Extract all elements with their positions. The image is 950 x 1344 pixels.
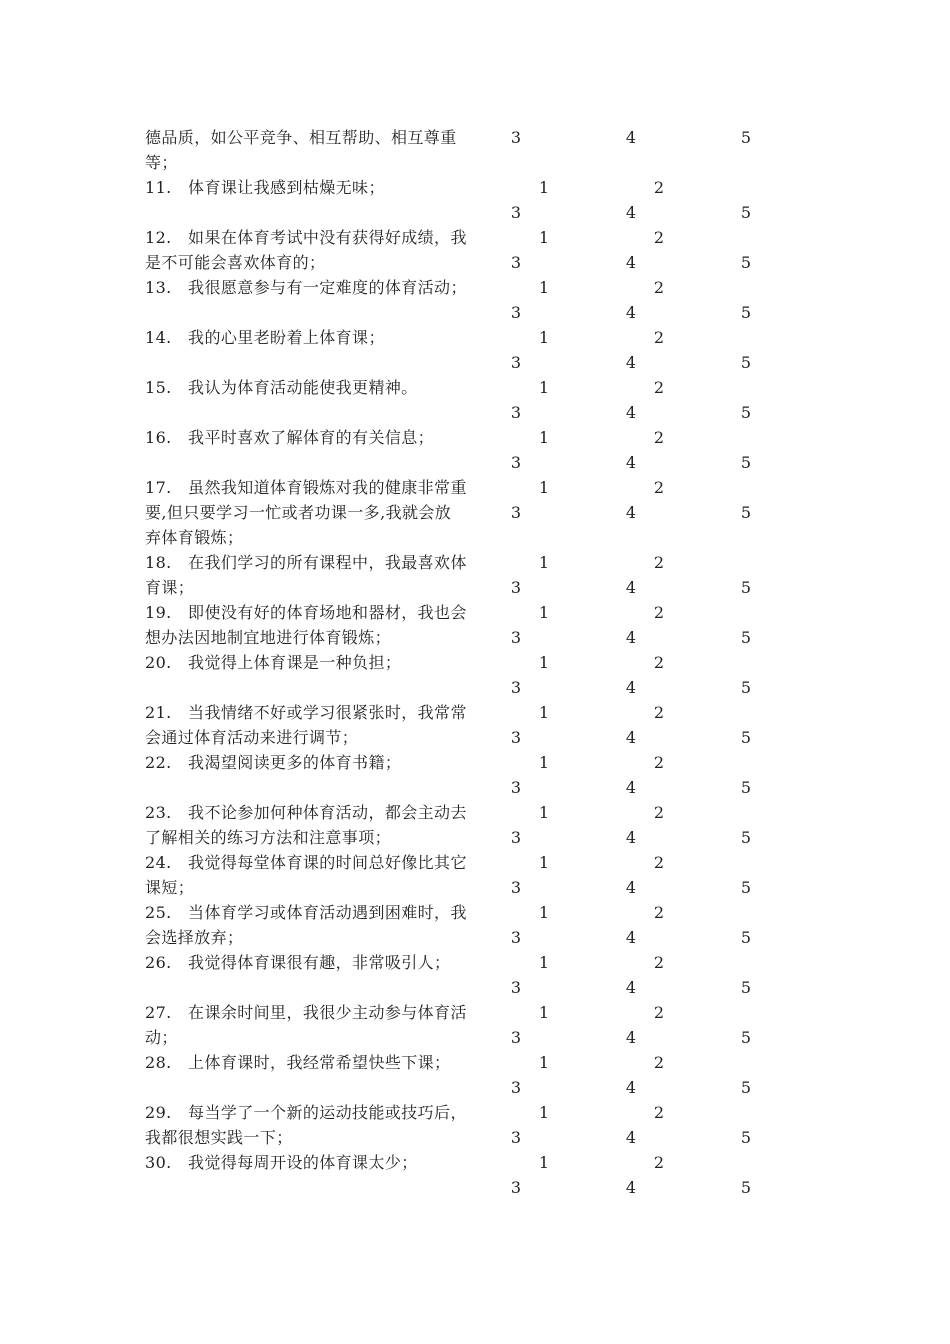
scale-option: 5 [740,503,752,522]
question-text-cont: 弃体育锻炼； [145,528,244,547]
scale-option: 4 [625,203,637,222]
scale-option: 4 [625,628,637,647]
question-text: 22. 我渴望阅读更多的体育书籍； [145,753,402,772]
scale-option: 4 [625,253,637,272]
question-text: 德品质，如公平竞争、相互帮助、相互尊重 [145,128,457,147]
scale-option: 2 [653,753,665,772]
scale-option: 1 [538,478,550,497]
scale-option: 4 [625,578,637,597]
scale-option: 3 [510,503,522,522]
scale-option: 5 [740,128,752,147]
scale-option: 4 [625,1178,637,1197]
question-text-cont: 想办法因地制宜地进行体育锻炼； [145,628,392,647]
scale-option: 5 [740,928,752,947]
question-text: 12. 如果在体育考试中没有获得好成绩，我 [145,228,467,247]
scale-option: 5 [740,828,752,847]
scale-option: 2 [653,803,665,822]
scale-option: 5 [740,303,752,322]
scale-option: 2 [653,903,665,922]
scale-option: 1 [538,1103,550,1122]
scale-option: 2 [653,178,665,197]
scale-option: 2 [653,603,665,622]
scale-option: 3 [510,878,522,897]
scale-option: 5 [740,203,752,222]
question-text: 14. 我的心里老盼着上体育课； [145,328,385,347]
scale-option: 5 [740,353,752,372]
question-text: 29. 每当学了一个新的运动技能或技巧后， [145,1103,467,1122]
question-text: 28. 上体育课时，我经常希望快些下课； [145,1053,451,1072]
scale-option: 3 [510,578,522,597]
scale-option: 1 [538,603,550,622]
scale-option: 2 [653,553,665,572]
question-text-cont: 要,但只要学习一忙或者功课一多,我就会放 [145,503,452,522]
scale-option: 4 [625,928,637,947]
question-text-cont: 动； [145,1028,178,1047]
question-text-cont: 了解相关的练习方法和注意事项； [145,828,392,847]
scale-option: 1 [538,703,550,722]
question-text: 27. 在课余时间里，我很少主动参与体育活 [145,1003,467,1022]
question-text: 18. 在我们学习的所有课程中，我最喜欢体 [145,553,467,572]
scale-option: 5 [740,978,752,997]
scale-option: 4 [625,1028,637,1047]
scale-option: 2 [653,1003,665,1022]
scale-option: 4 [625,503,637,522]
question-text-cont: 会通过体育活动来进行调节； [145,728,359,747]
scale-option: 5 [740,453,752,472]
scale-option: 2 [653,228,665,247]
scale-option: 4 [625,778,637,797]
question-text: 15. 我认为体育活动能使我更精神。 [145,378,418,397]
scale-option: 5 [740,1128,752,1147]
question-text: 11. 体育课让我感到枯燥无味； [145,178,385,197]
question-text-cont: 等； [145,153,178,172]
question-text: 24. 我觉得每堂体育课的时间总好像比其它 [145,853,467,872]
scale-option: 2 [653,953,665,972]
question-text-cont: 会选择放弃； [145,928,244,947]
scale-option: 4 [625,728,637,747]
scale-option: 1 [538,653,550,672]
question-text: 26. 我觉得体育课很有趣，非常吸引人； [145,953,451,972]
scale-option: 4 [625,353,637,372]
scale-option: 5 [740,1028,752,1047]
scale-option: 5 [740,253,752,272]
scale-option: 3 [510,453,522,472]
scale-option: 1 [538,553,550,572]
scale-option: 4 [625,1078,637,1097]
scale-option: 3 [510,403,522,422]
scale-option: 2 [653,703,665,722]
scale-option: 4 [625,303,637,322]
scale-option: 3 [510,1078,522,1097]
scale-option: 2 [653,328,665,347]
scale-option: 4 [625,878,637,897]
scale-option: 1 [538,328,550,347]
scale-option: 5 [740,678,752,697]
question-text-cont: 课短； [145,878,195,897]
scale-option: 2 [653,653,665,672]
question-text: 13. 我很愿意参与有一定难度的体育活动； [145,278,467,297]
scale-option: 1 [538,903,550,922]
scale-option: 1 [538,278,550,297]
scale-option: 2 [653,278,665,297]
scale-option: 4 [625,678,637,697]
scale-option: 4 [625,828,637,847]
scale-option: 2 [653,1153,665,1172]
scale-option: 5 [740,1178,752,1197]
scale-option: 3 [510,678,522,697]
scale-option: 4 [625,978,637,997]
scale-option: 2 [653,1103,665,1122]
scale-option: 3 [510,828,522,847]
scale-option: 3 [510,778,522,797]
scale-option: 3 [510,1028,522,1047]
scale-option: 3 [510,128,522,147]
scale-option: 3 [510,628,522,647]
scale-option: 3 [510,728,522,747]
scale-option: 3 [510,253,522,272]
scale-option: 3 [510,353,522,372]
scale-option: 4 [625,1128,637,1147]
scale-option: 2 [653,478,665,497]
scale-option: 5 [740,728,752,747]
scale-option: 3 [510,978,522,997]
question-text: 20. 我觉得上体育课是一种负担； [145,653,402,672]
question-text: 21. 当我情绪不好或学习很紧张时，我常常 [145,703,467,722]
scale-option: 4 [625,453,637,472]
scale-option: 3 [510,203,522,222]
scale-option: 1 [538,1003,550,1022]
scale-option: 3 [510,1128,522,1147]
question-text: 16. 我平时喜欢了解体育的有关信息； [145,428,435,447]
scale-option: 4 [625,128,637,147]
scale-option: 5 [740,878,752,897]
scale-option: 5 [740,628,752,647]
scale-option: 2 [653,378,665,397]
scale-option: 1 [538,428,550,447]
scale-option: 1 [538,753,550,772]
scale-option: 1 [538,178,550,197]
scale-option: 2 [653,1053,665,1072]
scale-option: 4 [625,403,637,422]
scale-option: 1 [538,1053,550,1072]
scale-option: 3 [510,303,522,322]
question-text-cont: 育课； [145,578,195,597]
question-text: 25. 当体育学习或体育活动遇到困难时，我 [145,903,467,922]
scale-option: 5 [740,778,752,797]
scale-option: 1 [538,228,550,247]
scale-option: 3 [510,928,522,947]
scale-option: 1 [538,953,550,972]
scale-option: 5 [740,403,752,422]
scale-option: 5 [740,1078,752,1097]
scale-option: 2 [653,428,665,447]
scale-option: 5 [740,578,752,597]
scale-option: 2 [653,853,665,872]
question-text: 19. 即使没有好的体育场地和器材，我也会 [145,603,467,622]
scale-option: 1 [538,378,550,397]
scale-option: 1 [538,803,550,822]
scale-option: 3 [510,1178,522,1197]
question-text: 23. 我不论参加何种体育活动，都会主动去 [145,803,467,822]
question-text-cont: 我都很想实践一下； [145,1128,293,1147]
question-text: 17. 虽然我知道体育锻炼对我的健康非常重 [145,478,467,497]
scale-option: 1 [538,1153,550,1172]
question-text-cont: 是不可能会喜欢体育的； [145,253,326,272]
scale-option: 1 [538,853,550,872]
question-text: 30. 我觉得每周开设的体育课太少； [145,1153,418,1172]
